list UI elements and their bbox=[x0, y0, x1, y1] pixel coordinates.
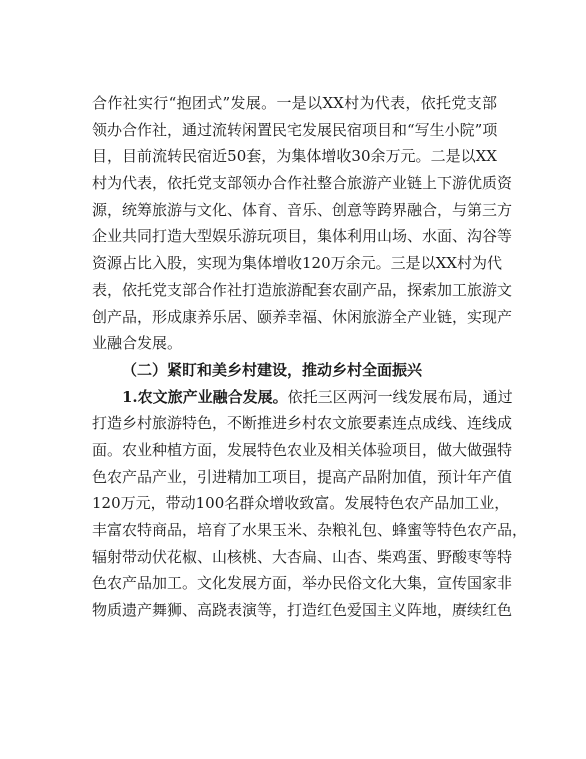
text-line: 业融合发展。 bbox=[92, 334, 183, 353]
text-line: 创产品，形成康养乐居、颐养幸福、休闲旅游全产业链，实现产 bbox=[92, 307, 513, 326]
text-line: 色农产品加工。文化发展方面，举办民俗文化大集，宣传国家非 bbox=[92, 574, 513, 593]
text-line: 物质遗产舞狮、高跷表演等，打造红色爱国主义阵地，赓续红色 bbox=[92, 601, 513, 620]
section-heading: （二）紧盯和美乡村建设，推动乡村全面振兴 bbox=[122, 360, 423, 379]
paragraph-agri-culture-tourism bbox=[92, 384, 528, 624]
text-line: 村为代表，依托党支部领办合作社整合旅游产业链上下游优质资 bbox=[92, 174, 513, 193]
text-line: 打造乡村旅游特色，不断推进乡村农文旅要素连点成线、连线成 bbox=[92, 414, 513, 433]
paragraph-cooperative bbox=[92, 90, 513, 357]
document-body bbox=[92, 90, 528, 624]
paragraph-lead-bold: 1.农文旅产业融合发展。 bbox=[122, 387, 288, 406]
paragraph-lead-text: 依托三区两河一线发展布局，通过 bbox=[287, 387, 513, 406]
text-line: 面。农业种植方面，发展特色农业及相关体验项目，做大做强特 bbox=[92, 440, 513, 459]
text-line: 资源占比入股，实现为集体增收120万余元。三是以XX村为代 bbox=[92, 254, 502, 273]
text-line: 企业共同打造大型娱乐游玩项目，集体利用山场、水面、沟谷等 bbox=[92, 227, 513, 246]
text-line: 目，目前流转民宿近50套，为集体增收30余万元。二是以XX bbox=[92, 147, 497, 166]
text-line: 合作社实行“抱团式”发展。一是以XX村为代表，依托党支部 bbox=[92, 94, 497, 112]
text-line: 丰富农特商品，培育了水果玉米、杂粮礼包、蜂蜜等特色农产品， bbox=[92, 521, 528, 539]
text-line: 辐射带动伏花椒、山核桃、大杏扁、山杏、柴鸡蛋、野酸枣等特 bbox=[92, 547, 513, 566]
text-line: 领办合作社，通过流转闲置民宅发展民宿项目和“写生小院”项 bbox=[92, 120, 498, 139]
paragraph-lead-line bbox=[92, 384, 513, 411]
text-line: 色农产品产业，引进精加工项目，提高产品附加值，预计年产值 bbox=[92, 467, 513, 486]
text-line: 表，依托党支部合作社打造旅游配套农副产品，探索加工旅游文 bbox=[92, 280, 513, 299]
text-line: 120万元，带动100名群众增收致富。发展特色农产品加工业， bbox=[92, 494, 510, 513]
text-line: 源，统筹旅游与文化、体育、音乐、创意等跨界融合，与第三方 bbox=[92, 200, 513, 219]
